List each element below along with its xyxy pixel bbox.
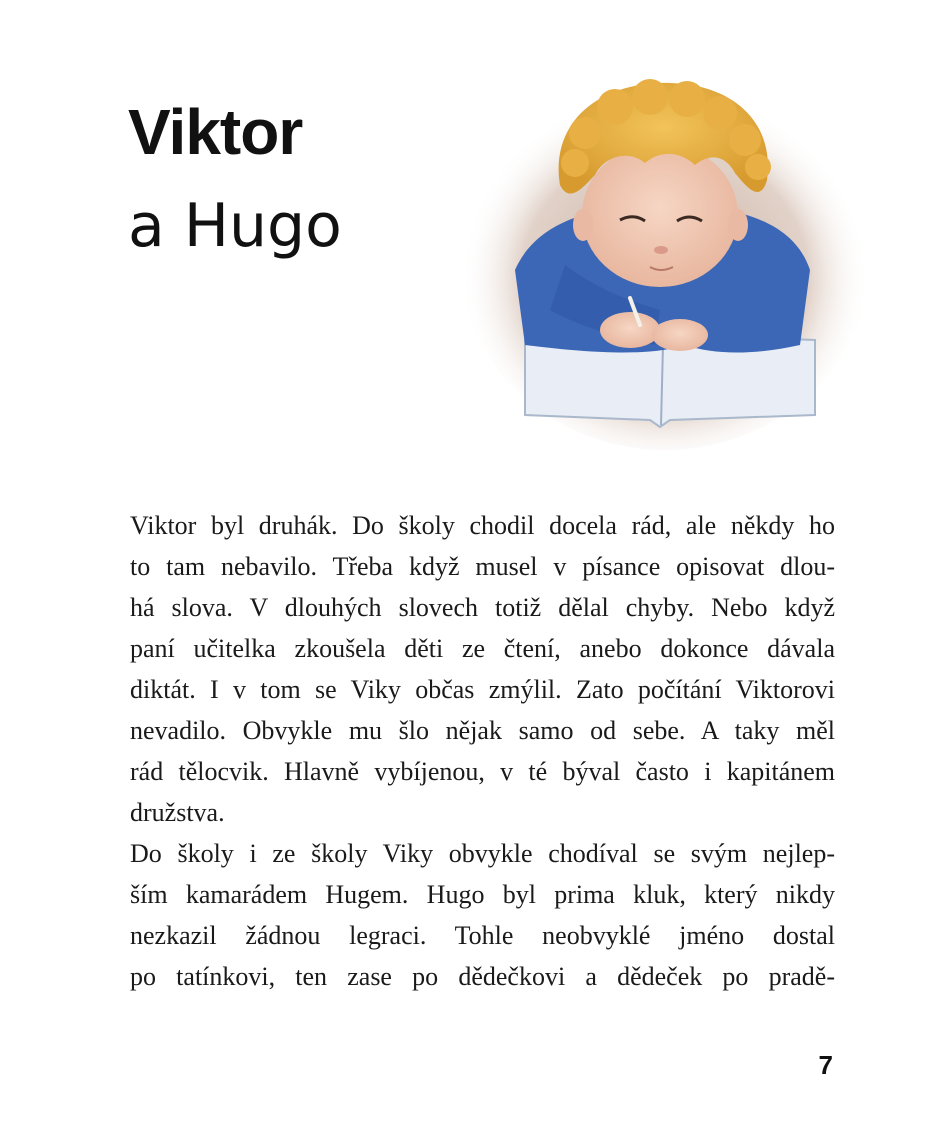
story-line: po tatínkovi, ten zase po dědečkovi a dědeček po pradě- [130, 962, 835, 991]
story-line: rád tělocvik. Hlavně vybíjenou, v té býval často i kapitánem [130, 757, 835, 786]
chapter-title: Viktor [128, 96, 303, 168]
boy-writing-illustration [455, 55, 875, 455]
story-line: družstva. [130, 798, 225, 827]
story-line: Do školy i ze školy Viky obvykle chodíval se svým nejlep- [130, 839, 835, 868]
story-text [130, 505, 835, 997]
story-line: Viktor byl druhák. Do školy chodil docela rád, ale někdy ho [130, 511, 835, 540]
story-line: diktát. I v tom se Viky občas zmýlil. Zato počítání Viktorovi [130, 675, 835, 704]
story-line: to tam nebavilo. Třeba když musel v písance opisovat dlou- [130, 552, 835, 581]
story-line: nezkazil žádnou legraci. Tohle neobvyklé jméno dostal [130, 921, 835, 950]
story-line: paní učitelka zkoušela děti ze čtení, anebo dokonce dávala [130, 634, 835, 663]
story-line: ším kamarádem Hugem. Hugo byl prima kluk, který nikdy [130, 880, 835, 909]
story-line: nevadilo. Obvykle mu šlo nějak samo od sebe. A taky měl [130, 716, 835, 745]
story-line: há slova. V dlouhých slovech totiž dělal chyby. Nebo když [130, 593, 835, 622]
chapter-subtitle: a Hugo [128, 191, 342, 261]
page-number: 7 [818, 1050, 833, 1080]
